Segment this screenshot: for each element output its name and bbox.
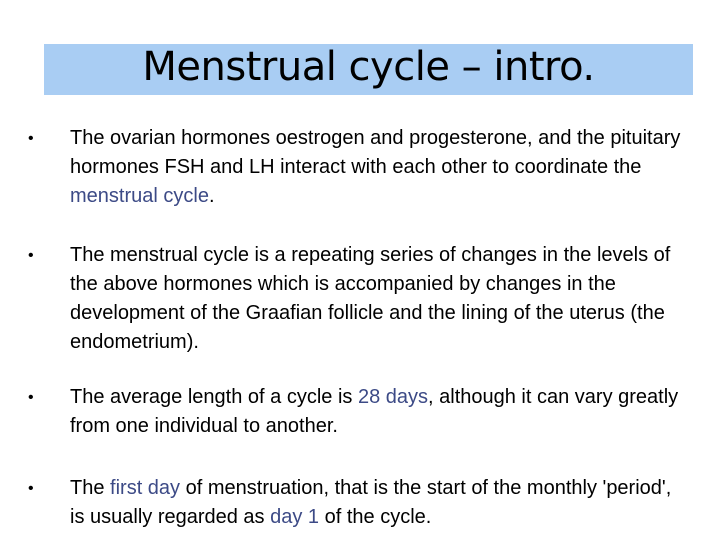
bullet-text	[70, 383, 690, 441]
bullet-text-segment: of menstruation, that is the start of the monthly 'period', is usually regarded as	[70, 477, 672, 528]
bullet-text-segment: The ovarian hormones oestrogen and progesterone, and the pituitary hormones FSH and LH interact with each other to coordinate the	[70, 127, 681, 178]
highlight-first-day: first day	[110, 477, 181, 499]
bullet-text-segment: , although it can vary greatly from one individual to another.	[70, 386, 679, 437]
title-bar	[44, 44, 693, 95]
bullet-text	[70, 241, 690, 357]
bullet-text-segment: The average length of a cycle is	[70, 386, 358, 408]
bullet-text-segment: of the cycle.	[319, 506, 432, 528]
bullet-text	[70, 474, 690, 532]
bullet-icon: •	[28, 130, 34, 147]
bullet-text	[70, 124, 690, 211]
highlight-day-1: day 1	[270, 506, 320, 528]
bullet-text-segment: The	[70, 477, 111, 499]
slide-title: Menstrual cycle – intro.	[142, 44, 595, 90]
bullet-icon: •	[28, 389, 34, 406]
bullet-icon: •	[28, 480, 34, 497]
highlight-menstrual-cycle: menstrual cycle	[70, 185, 209, 207]
highlight-28-days: 28 days	[357, 386, 429, 408]
bullet-icon: •	[28, 247, 34, 264]
bullet-text-segment: .	[208, 185, 215, 207]
bullet-text-segment: The menstrual cycle is a repeating series of changes in the levels of the above hormones which is accompanied by changes in the development of the Graafian follicle and the lining of the uterus (the endometrium).	[70, 244, 671, 353]
